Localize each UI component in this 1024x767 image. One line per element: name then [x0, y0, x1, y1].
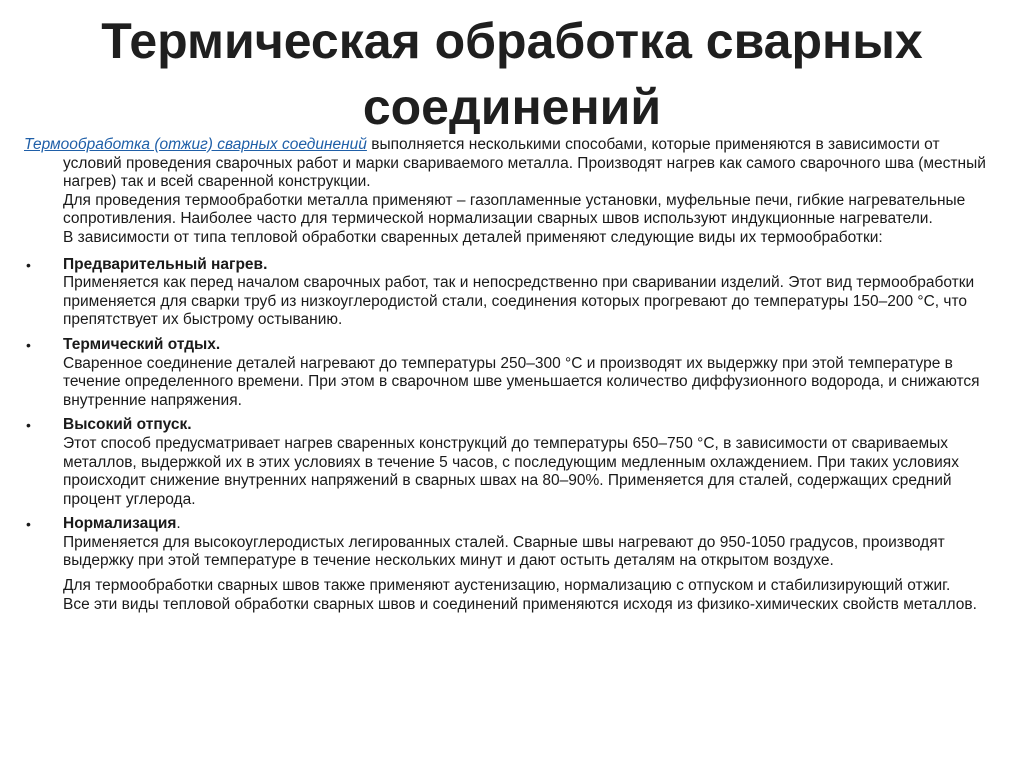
bullet-icon: • — [26, 336, 31, 353]
list-item-heading: Термический отдых. — [63, 335, 221, 353]
bullet-icon: • — [26, 417, 31, 434]
bullet-icon: • — [26, 256, 31, 273]
list-item — [24, 515, 999, 571]
intro-paragraph-1 — [24, 136, 999, 192]
list-item — [24, 336, 999, 410]
outro-paragraph-2: Все эти виды тепловой обработки сварных швов и соединений применяются исходя из физико-химических свойств металлов. — [63, 595, 977, 613]
outro-paragraph-1: Для термообработки сварных швов также применяют аустенизацию, нормализацию с отпуском и стабилизирующий отжиг. — [63, 577, 951, 595]
list-item-heading-text: Нормализация — [63, 515, 177, 533]
slide-content — [24, 136, 999, 614]
list-item-heading: Предварительный нагрев. — [63, 255, 268, 273]
intro-paragraph-3: В зависимости от типа тепловой обработки сваренных деталей применяют следующие виды их термообработки: — [63, 228, 883, 246]
treatment-list — [24, 256, 999, 572]
list-item-text: Сваренное соединение деталей нагревают до температуры 250–300 °С и производят их выдержку при этой температуре в течение определенного времени. При этом в сварочном шве уменьшается количество диффузионного водорода, и снижаются внутренние напряжения. — [63, 354, 980, 409]
intro-paragraph-1-text: выполняется несколькими способами, которые применяются в зависимости от условий проведения сварочных работ и марки свариваемого металла. Производят нагрев как самого сварочного шва (местный нагрев) так и всей сваренной конструкции. — [63, 136, 986, 191]
list-item-text: Этот способ предусматривает нагрев сваренных конструкций до температуры 650–750 °С, в зависимости от свариваемых металлов, выдержкой их в этих условиях в течение 5 часов, с последующим медленным охлаждением. При таких условиях происходит снижение внутренних напряжений в сварных швах на 80–90%. Применяется для сталей, содержащих средний процент углерода. — [63, 434, 959, 508]
bullet-icon: • — [26, 516, 31, 533]
page-title: Термическая обработка сварных соединений — [101, 13, 923, 135]
list-item-text: Применяется для высокоуглеродистых легированных сталей. Сварные швы нагревают до 950-1050 градусов, производят выдержку при этой температуре в течение нескольких минут и дают остыть деталям на открытом воздухе. — [63, 533, 945, 570]
intro-paragraph-2: Для проведения термообработки металла применяют – газопламенные установки, муфельные печи, гибкие нагревательные сопротивления. Наиболее часто для термической нормализации сварных швов используют индукционные нагреватели. — [63, 191, 966, 228]
list-item — [24, 256, 999, 330]
list-item-heading: Высокий отпуск. — [63, 416, 192, 434]
heat-treatment-link[interactable]: Термообработка (отжиг) сварных соединений — [24, 136, 367, 153]
list-item — [24, 416, 999, 509]
intro-block — [24, 136, 999, 248]
list-item-text: Применяется как перед началом сварочных работ, так и непосредственно при сваривании изделий. Этот вид термообработки применяется для сварки труб из низкоуглеродистой стали, соединения которых прогревают до температуры 150–200 °С, что препятствует их быстрому остыванию. — [63, 274, 975, 329]
list-item-heading — [63, 515, 999, 534]
list-item-heading-suffix: . — [176, 515, 181, 533]
outro-block — [63, 577, 999, 614]
